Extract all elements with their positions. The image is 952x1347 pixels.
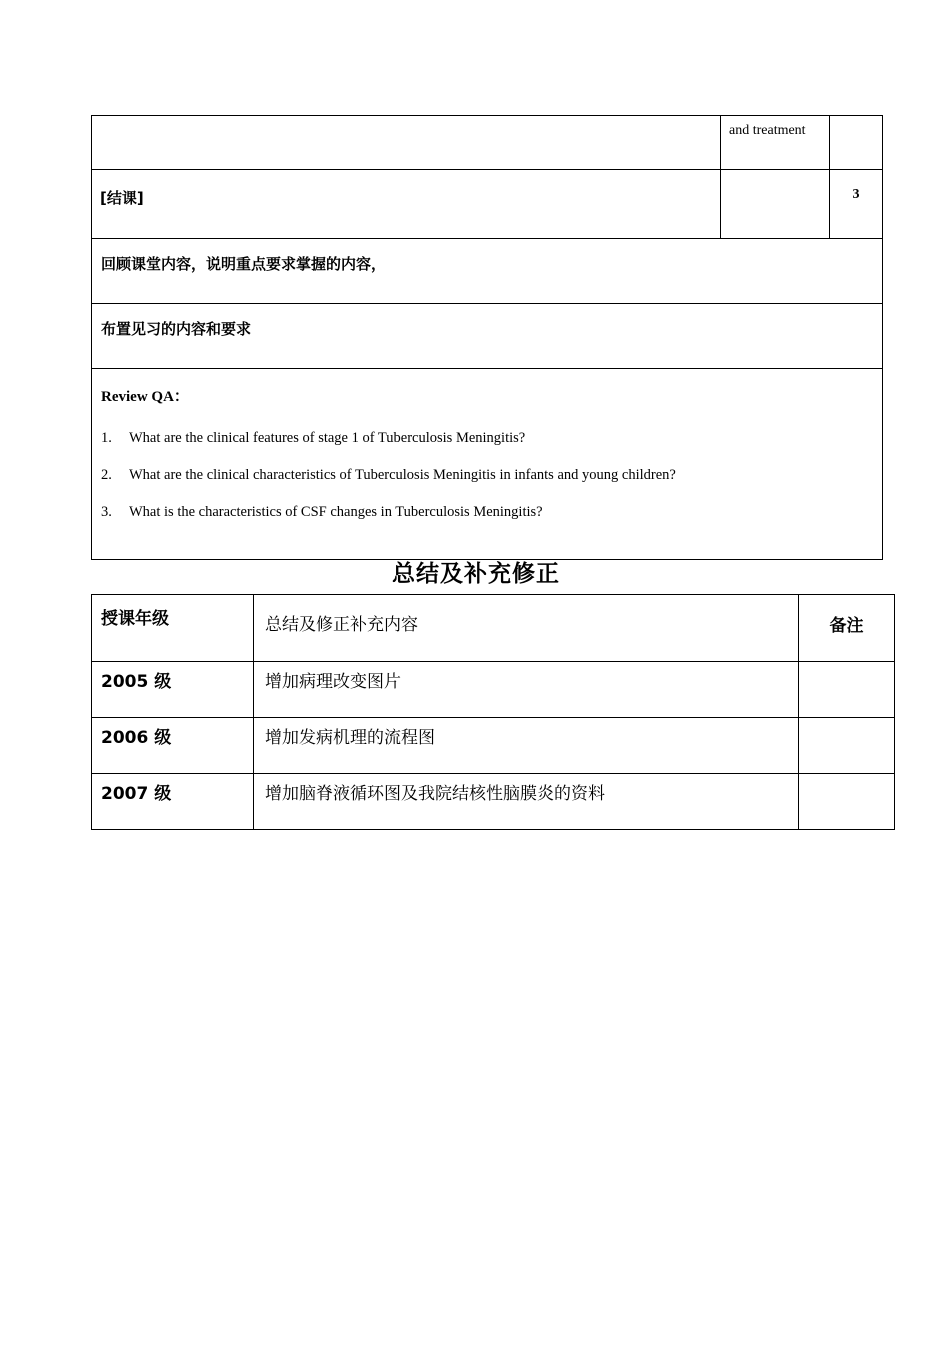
table-row bbox=[92, 239, 883, 304]
list-item bbox=[101, 465, 882, 485]
content-cell bbox=[92, 116, 721, 170]
table-row bbox=[92, 116, 883, 170]
grade-cell: 2006 级 bbox=[92, 718, 254, 774]
table-header-row bbox=[92, 595, 895, 662]
table-row bbox=[92, 662, 895, 718]
grade-cell: 2007 级 bbox=[92, 774, 254, 830]
content-cell: 增加脑脊液循环图及我院结核性脑膜炎的资料 bbox=[254, 774, 799, 830]
question-number: 3. bbox=[101, 504, 112, 520]
question-number: 2. bbox=[101, 467, 112, 483]
table-row bbox=[92, 774, 895, 830]
assignment-instruction: 布置见习的内容和要求 bbox=[92, 304, 883, 369]
note-cell bbox=[799, 718, 895, 774]
review-qa-title: Review QA： bbox=[101, 389, 189, 405]
grade-cell: 2005 级 bbox=[92, 662, 254, 718]
header-grade: 授课年级 bbox=[92, 595, 254, 662]
question-text: What is the characteristics of CSF changes in Tuberculosis Meningitis? bbox=[129, 504, 543, 520]
review-instruction: 回顾课堂内容，说明重点要求掌握的内容， bbox=[92, 239, 883, 304]
lesson-plan-table bbox=[91, 115, 883, 560]
time-cell bbox=[830, 116, 883, 170]
table-row bbox=[92, 369, 883, 560]
table-row bbox=[92, 170, 883, 239]
list-item bbox=[101, 502, 882, 522]
note-cell bbox=[799, 774, 895, 830]
note-cell bbox=[799, 662, 895, 718]
summary-title: 总结及补充修正 bbox=[392, 561, 560, 587]
table-row bbox=[92, 718, 895, 774]
review-qa-cell bbox=[92, 369, 883, 560]
method-cell bbox=[721, 170, 830, 239]
content-cell: 增加病理改变图片 bbox=[254, 662, 799, 718]
header-content: 总结及修正补充内容 bbox=[254, 595, 799, 662]
closing-minutes: 3 bbox=[830, 170, 883, 239]
question-text: What are the clinical features of stage 1 of Tuberculosis Meningitis? bbox=[129, 430, 526, 446]
closing-label: [结课] bbox=[92, 170, 721, 239]
content-cell: 增加发病机理的流程图 bbox=[254, 718, 799, 774]
table-row bbox=[92, 304, 883, 369]
method-cell: and treatment bbox=[721, 116, 830, 170]
list-item bbox=[101, 428, 882, 448]
header-note: 备注 bbox=[799, 595, 895, 662]
summary-table bbox=[91, 594, 895, 830]
question-number: 1. bbox=[101, 430, 112, 446]
question-text: What are the clinical characteristics of Tuberculosis Meningitis in infants and young children? bbox=[129, 467, 676, 483]
